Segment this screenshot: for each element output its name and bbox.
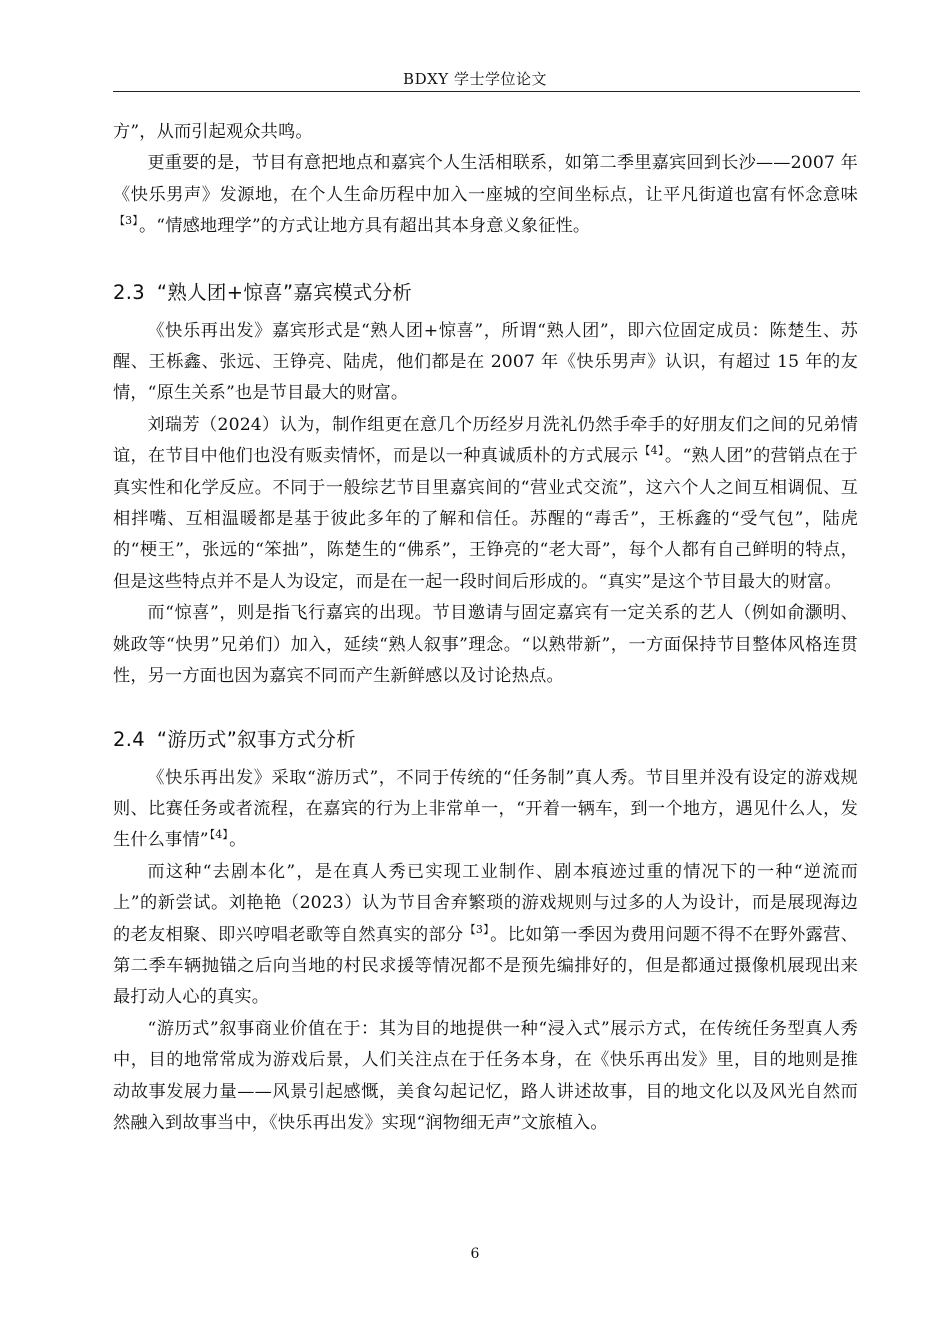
section-title: “熟人团+惊喜”嘉宾模式分析	[156, 280, 413, 304]
paragraph	[113, 410, 858, 598]
paragraph: 《快乐再出发》嘉宾形式是“熟人团+惊喜”，所谓“熟人团”，即六位固定成员：陈楚生、苏醒、王栎鑫、张远、王铮亮、陆虎，他们都是在 2007 年《快乐男声》认识，有超过 15 年的友情，“原生关系”也是节目最大的财富。	[113, 320, 858, 404]
running-header-title: BDXY 学士学位论文	[403, 70, 547, 88]
citation-marker: 【3】	[114, 214, 138, 228]
section-title: “游历式”叙事方式分析	[156, 727, 356, 751]
paragraph-text: 刘瑞芳（2024）认为，制作组更在意几个历经岁月洗礼仍然手牵手的好朋友们之间的兄弟情谊，在节目中他们也没有贩卖情怀，而是以一种真诚质朴的方式展示	[113, 414, 858, 467]
section-number: 2.4	[113, 727, 145, 751]
header-divider	[113, 91, 860, 92]
citation-marker: 【4】	[209, 828, 229, 842]
paragraph	[113, 857, 858, 1014]
page-body	[113, 117, 858, 1139]
paragraph-text: 而这种“去剧本化”，是在真人秀已实现工业制作、剧本痕迹过重的情况下的一种“逆流而上”的新尝试。刘艳艳（2023）认为节目舍弃繁琐的游戏规则与过多的人为设计，而是展现海边的老友相聚、即兴哼唱老歌等自然真实的部分	[113, 861, 858, 945]
paragraph-text: 。比如第一季因为费用问题不得不在野外露营、第二季车辆抛锚之后向当地的村民求援等情况都不是预先编排好的，但是都通过摄像机展现出来最打动人心的真实。	[113, 924, 858, 1008]
section-heading	[113, 279, 858, 307]
paragraph: 而“惊喜”，则是指飞行嘉宾的出现。节目邀请与固定嘉宾有一定关系的艺人（例如俞灏明、姚政等“快男”兄弟们）加入，延续“熟人叙事”理念。“以熟带新”，一方面保持节目整体风格连贯性，另一方面也因为嘉宾不同而产生新鲜感以及讨论热点。	[113, 603, 858, 687]
paragraph	[113, 148, 858, 242]
citation-marker: 【3】	[464, 922, 490, 936]
paragraph-text: 更重要的是，节目有意把地点和嘉宾个人生活相联系，如第二季里嘉宾回到长沙——2007 年《快乐男声》发源地，在个人生命历程中加入一座城的空间坐标点，让平凡街道也富有怀念意味	[113, 153, 858, 205]
paragraph	[113, 763, 858, 857]
citation-marker: 【4】	[639, 444, 664, 458]
paragraph-text: 《快乐再出发》采取“游历式”，不同于传统的“任务制”真人秀。节目里并没有设定的游戏规则、比赛任务或者流程，在嘉宾的行为上非常单一，“开着一辆车，到一个地方，遇见什么人，发生什么事情”	[113, 767, 858, 851]
paragraph-text: 。“熟人团”的营销点在于真实性和化学反应。不同于一般综艺节目里嘉宾间的“营业式交流”，这六个人之间互相调侃、互相拌嘴、互相温暖都是基于彼此多年的了解和信任。苏醒的“毒舌”，王栎鑫的“受气包”，陆虎的“梗王”，张远的“笨拙”，陈楚生的“佛系”，王铮亮的“老大哥”，每个人都有自己鲜明的特点，但是这些特点并不是人为设定，而是在一起一段时间后形成的。“真实”是这个节目最大的财富。	[113, 446, 859, 592]
page-number: 6	[470, 1246, 480, 1262]
section-heading	[113, 726, 858, 754]
paragraph-continuation: 方”，从而引起观众共鸣。	[113, 122, 313, 142]
section-number: 2.3	[113, 280, 145, 304]
paragraph: “游历式”叙事商业价值在于：其为目的地提供一种“浸入式”展示方式，在传统任务型真人秀中，目的地常常成为游戏后景，人们关注点在于任务本身，在《快乐再出发》里，目的地则是推动故事发展力量——风景引起感慨，美食勾起记忆，路人讲述故事，目的地文化以及风光自然而然融入到故事当中，《快乐再出发》实现“润物细无声”文旅植入。	[113, 1018, 858, 1133]
paragraph-text: 。	[229, 830, 247, 851]
paragraph-text: 。“情感地理学”的方式让地方具有超出其本身意义象征性。	[138, 216, 591, 237]
